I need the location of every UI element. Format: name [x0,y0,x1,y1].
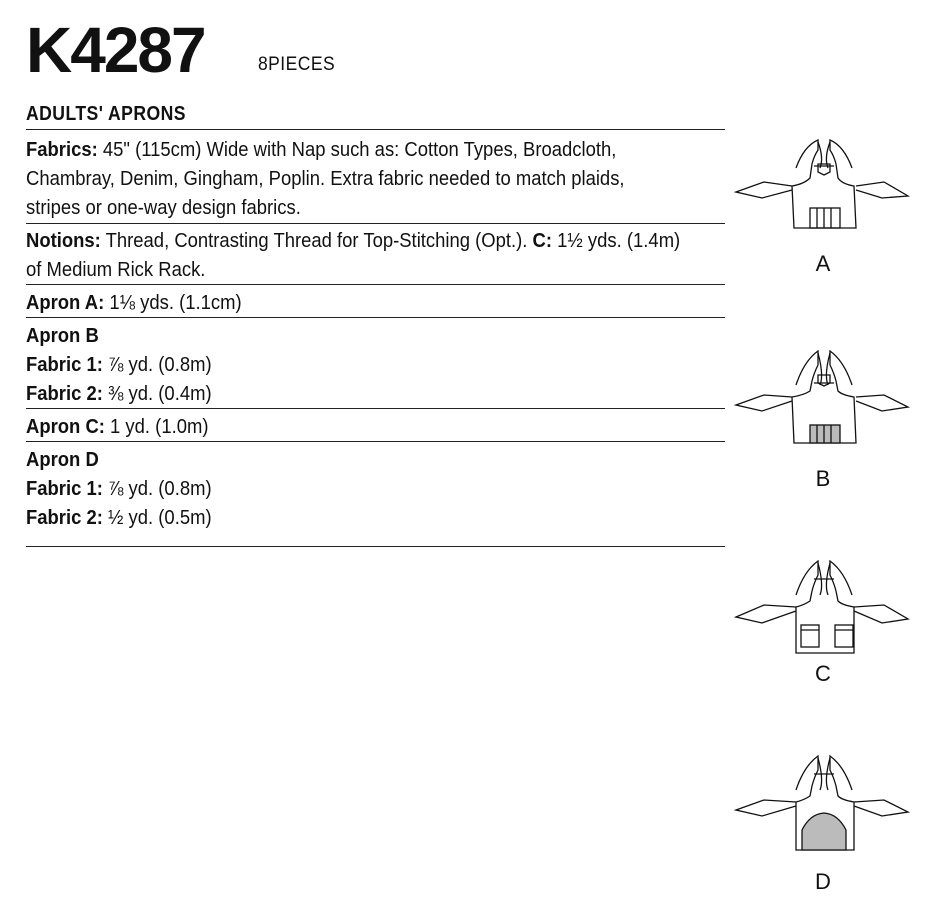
apron-b-fabric2-value: ⅜ yd. (0.4m) [102,382,212,405]
view-label-a: A [815,251,831,276]
notions-c-label: C: [532,229,553,252]
divider [26,317,725,318]
fabrics-text: Chambray, Denim, Gingham, Poplin. Extra fabric needed to match plaids, [26,167,625,190]
notions-text: Thread, Contrasting Thread for Top-Stitching (Opt.). [100,229,533,252]
apron-c-illustration-icon [734,555,914,675]
apron-b-fabric1-value: ⅞ yd. (0.8m) [102,353,212,376]
view-label-d: D [815,869,831,894]
divider [26,441,725,442]
apron-c-value: 1 yd. (1.0m) [104,415,209,438]
apron-d-fabric1-label: Fabric 1: [26,477,103,500]
divider [26,223,725,224]
fabrics-block [26,135,656,222]
apron-b-illustration-icon [734,345,914,465]
apron-d-illustration-icon [734,750,914,870]
divider [26,284,725,285]
apron-a-label: Apron A: [26,291,105,314]
fabrics-text: stripes or one-way design fabrics. [26,196,301,219]
notions-block [26,226,681,284]
fabrics-text: 45" (115cm) Wide with Nap such as: Cotton Types, Broadcloth, [97,138,617,161]
notions-text: of Medium Rick Rack. [26,258,206,281]
notions-text: 1½ yds. (1.4m) [552,229,681,252]
notions-label: Notions: [26,229,101,252]
section-title: ADULTS' APRONS [26,103,186,125]
apron-b-label: Apron B [26,324,99,347]
apron-d-fabric2-label: Fabric 2: [26,506,103,529]
view-label-b: B [815,466,831,491]
divider [26,546,725,547]
apron-b-fabric1-label: Fabric 1: [26,353,103,376]
apron-a-block [26,288,656,317]
apron-a-value: 1⅛ yds. (1.1cm) [104,291,242,314]
divider [26,129,725,130]
pieces-count: 8PIECES [258,54,336,75]
apron-b-block [26,321,656,408]
apron-d-label: Apron D [26,448,99,471]
apron-d-fabric2-value: ½ yd. (0.5m) [102,506,212,529]
apron-a-illustration-icon [734,128,914,248]
apron-b-fabric2-label: Fabric 2: [26,382,103,405]
view-label-c: C [815,661,831,686]
apron-c-label: Apron C: [26,415,105,438]
apron-c-block [26,412,656,441]
fabrics-label: Fabrics: [26,138,98,161]
apron-d-block [26,445,656,532]
divider [26,408,725,409]
apron-d-fabric1-value: ⅞ yd. (0.8m) [102,477,212,500]
pattern-number: K4287 [26,14,205,86]
